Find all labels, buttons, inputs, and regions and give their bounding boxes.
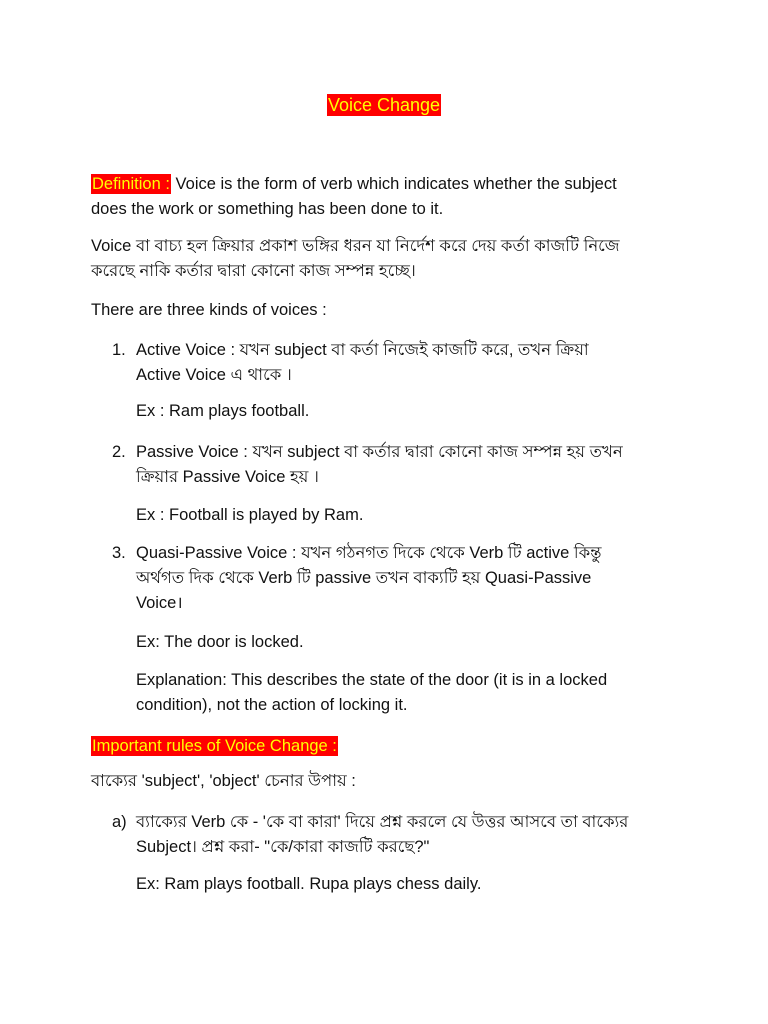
active-voice-line1: Active Voice : যখন subject বা কর্তা নিজেই কাজটি করে, তখন ক্রিয়া [136,341,589,359]
rules-heading: Important rules of Voice Change : [92,737,337,755]
rule-a-example: Ex: Ram plays football. Rupa plays chess daily. [136,875,482,893]
explanation-line2: condition), not the action of locking it. [136,696,408,714]
list-item [112,440,682,486]
list-item-body [136,810,682,860]
list-item-body [136,338,682,388]
explanation-line1: Explanation: This describes the state of the door (it is in a locked [136,671,608,689]
list-item [112,338,682,384]
kinds-intro: There are three kinds of voices : [91,301,327,319]
passive-voice-example: Ex : Football is played by Ram. [136,506,364,524]
bengali-definition-line2: করেছে নাকি কর্তার দ্বারা কোনো কাজ সম্পন্ন হচ্ছে। [91,262,416,280]
bengali-definition-line1: Voice বা বাচ্য হল ক্রিয়ার প্রকাশ ভঙ্গির ধরন যা নির্দেশ করে দেয় কর্তা কাজটি নিজে [91,237,620,255]
passive-voice-line2: ক্রিয়ার Passive Voice হয় । [136,468,319,486]
definition-paragraph [91,172,691,222]
definition-label: Definition : [92,175,170,193]
list-letter: a) [112,813,127,831]
definition-text-line1: Voice is the form of verb which indicates whether the subject [170,175,617,193]
quasi-passive-line1: Quasi-Passive Voice : যখন গঠনগত দিকে থেকে Verb টি active কিন্তু [136,544,602,562]
page-title: Voice Change [327,95,441,115]
active-voice-line2: Active Voice এ থাকে । [136,366,292,384]
list-number: 2. [112,443,126,461]
active-voice-example: Ex : Ram plays football. [136,402,310,420]
list-item [112,541,682,612]
rule-a-line1: ব্যাক্যের Verb কে - 'কে বা কারা' দিয়ে প্রশ্ন করলে যে উত্তর আসবে তা বাক্যের [136,813,629,831]
list-item-body [136,440,682,490]
identify-heading: বাক্যের 'subject', 'object' চেনার উপায় : [91,772,356,790]
passive-voice-line1: Passive Voice : যখন subject বা কর্তার দ্বারা কোনো কাজ সম্পন্ন হয় তখন [136,443,623,461]
quasi-passive-example: Ex: The door is locked. [136,633,304,651]
list-number: 1. [112,341,126,359]
list-number: 3. [112,544,126,562]
list-item [112,810,682,856]
rule-a-line2: Subject। প্রশ্ন করা- "কে/কারা কাজটি করছে?" [136,838,430,856]
quasi-passive-explanation [136,668,676,718]
bengali-definition-paragraph [91,234,691,284]
quasi-passive-line2: অর্থগত দিক থেকে Verb টি passive তখন বাক্যটি হয় Quasi-Passive [136,569,592,587]
title-wrap [0,93,768,117]
definition-text-line2: does the work or something has been done to it. [91,200,444,218]
rules-heading-wrap [91,734,691,759]
quasi-passive-line3: Voice। [136,594,183,612]
list-item-body [136,541,682,616]
